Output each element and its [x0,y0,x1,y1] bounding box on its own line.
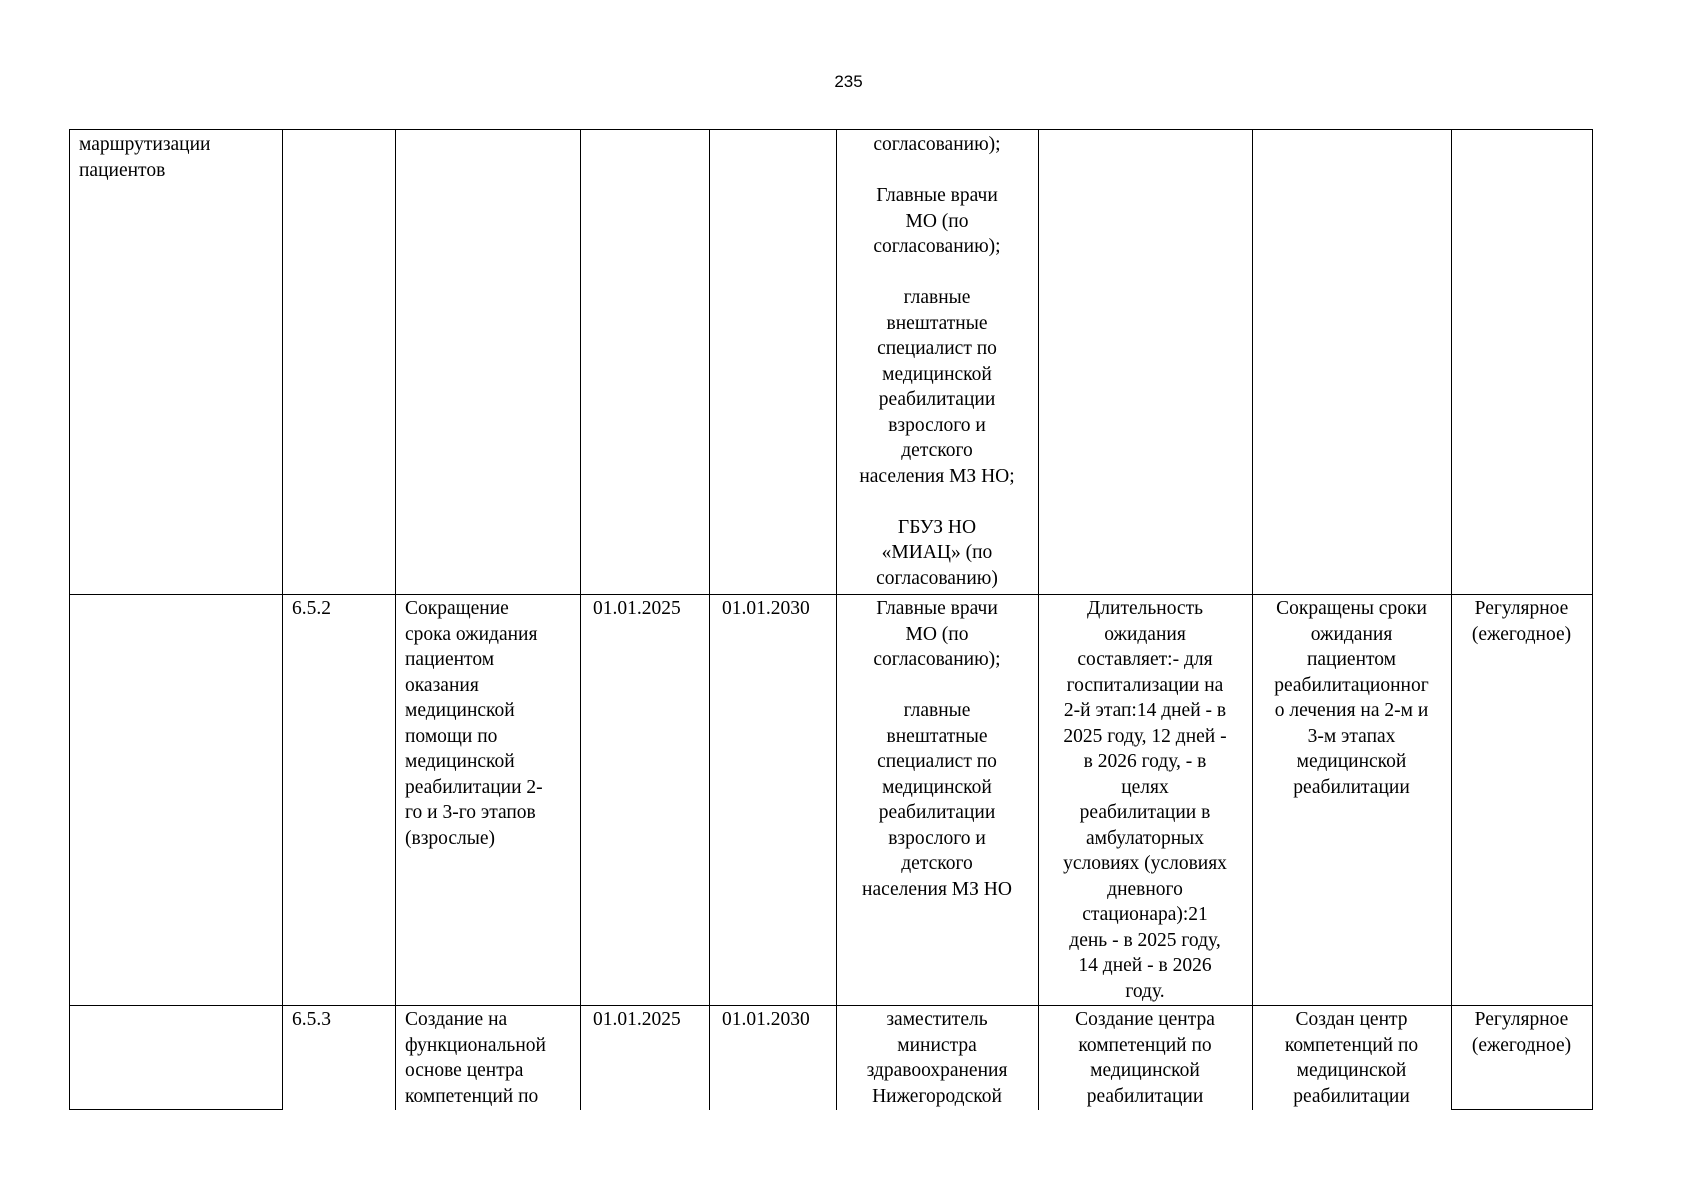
table-row-2-title: Сокращение срока ожидания пациентом оказания медицинской помощи по медицинской реабилитации 2- го и 3-го этапов (взрослые) [405,598,543,849]
table-row-2-type: Регулярное (ежегодное) [1471,598,1572,645]
table-row-3-start: 01.01.2025 [593,1009,681,1030]
col-line-0 [69,129,70,1110]
table-row-3-result: Создан центр компетенций по медицинской реабилитации [1284,1009,1419,1107]
table-row-2-responsible: Главные врачи МО (по согласованию); главные внештатные специалист по медицинской реабилитации взрослого и детского населения МЗ НО [862,598,1012,900]
row-divider-1 [69,594,1592,595]
table-row-3-responsible: заместитель министра здравоохранения Нижегородской [866,1009,1008,1107]
table-row-3-end: 01.01.2030 [722,1009,810,1030]
table-top-border [69,129,1592,130]
table-row-3-num: 6.5.3 [292,1009,331,1030]
row-divider-2 [69,1005,1592,1006]
table-row-2-start: 01.01.2025 [593,598,681,619]
table-bottom-border-col9 [1451,1109,1592,1110]
table-row-1-responsible: согласованию); Главные врачи МО (по согласованию); главные внештатные специалист по медицинской реабилитации взрослого и детского населения МЗ НО; ГБУЗ НО «МИАЦ» (по согласованию) [859,134,1015,589]
table-bottom-border-col1 [69,1109,282,1110]
table-row-3-title: Создание на функциональной основе центра компетенций по [405,1009,546,1107]
table-row-2-result: Сокращены сроки ожидания пациентом реабилитационног о лечения на 2-м и 3-м этапах медицинской реабилитации [1274,598,1429,798]
table-row-2-num: 6.5.2 [292,598,331,619]
table-row-3-type: Регулярное (ежегодное) [1471,1009,1572,1056]
table-row-2-end: 01.01.2030 [722,598,810,619]
table-row-3-indicator: Создание центра компетенций по медицинской реабилитации [1075,1009,1215,1107]
col-line-9 [1592,129,1593,1110]
page-number: 235 [834,72,863,91]
table-row-1-measure: маршрутизации пациентов [79,134,211,181]
table-row-2-indicator: Длительность ожидания составляет:- для госпитализации на 2-й этап:14 дней - в 2025 году, 12 дней - в 2026 году, - в целях реабилитации в амбулаторных условиях (условиях дневного стационара):21 день - в 2025 году, 14 дней - в 2026 году. [1063,598,1227,1002]
